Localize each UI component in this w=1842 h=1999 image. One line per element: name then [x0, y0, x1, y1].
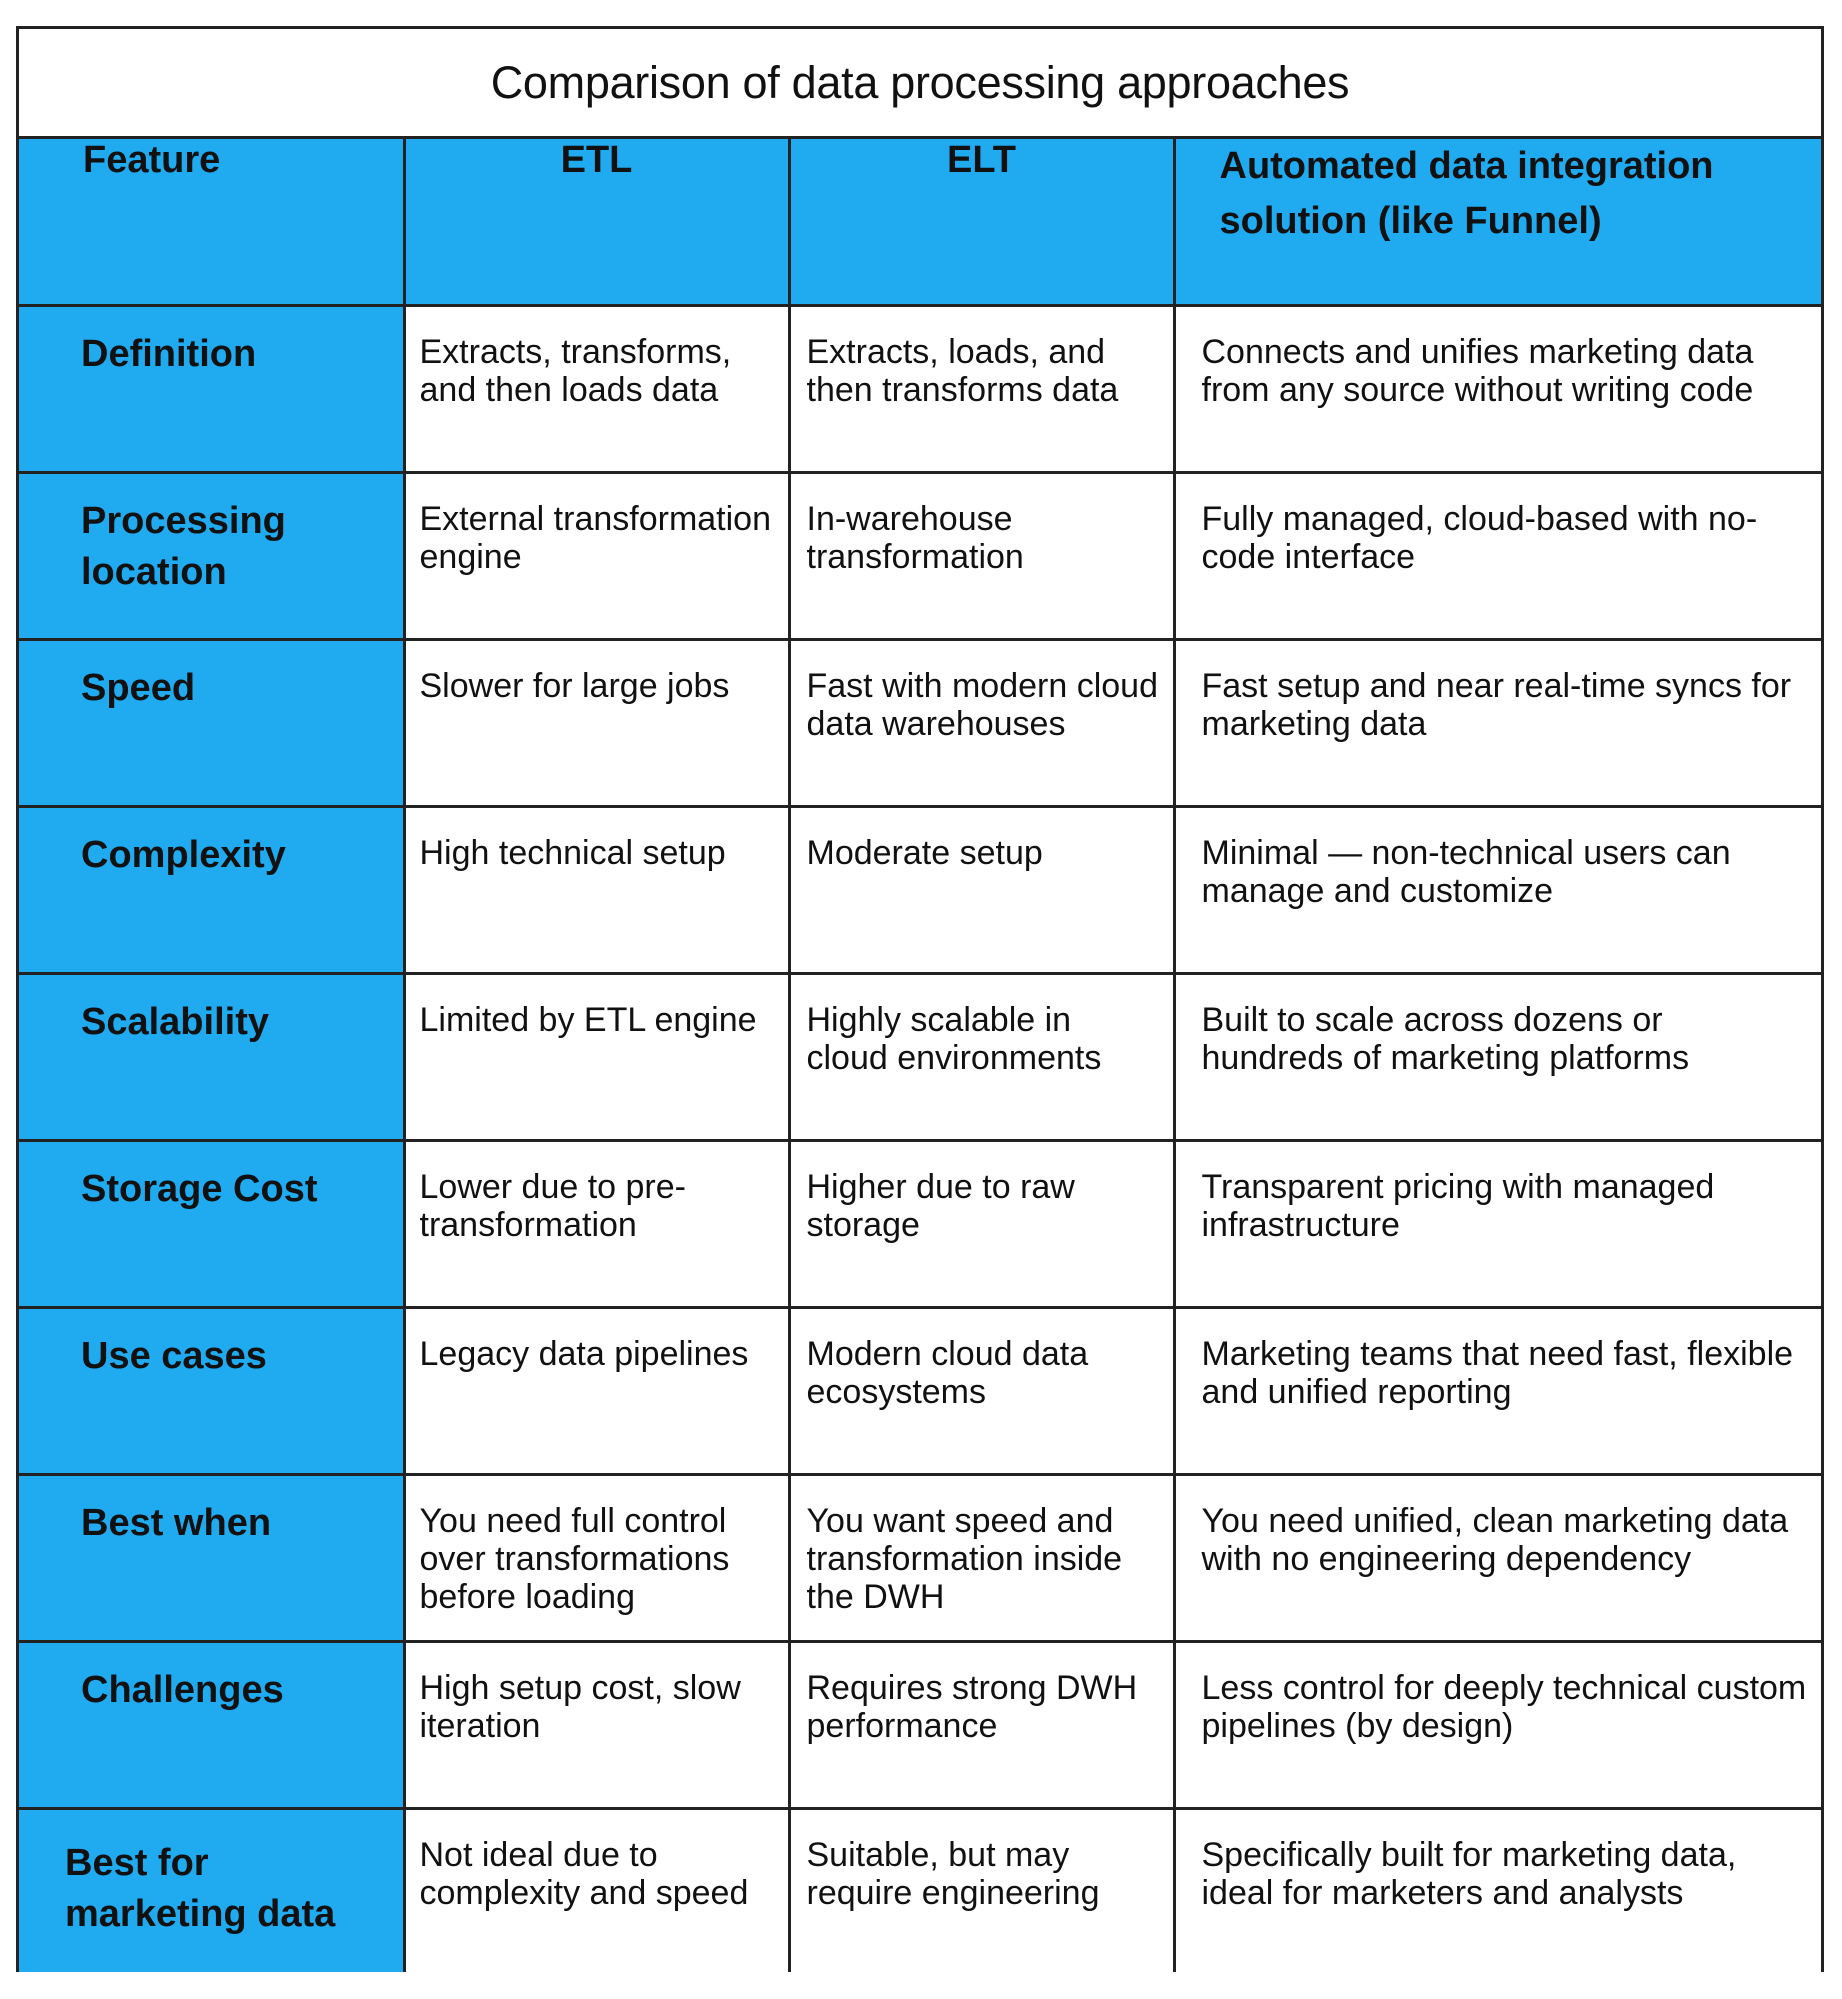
table-row: [19, 1641, 1821, 1808]
table-row: [19, 1808, 1821, 1972]
table-row: [19, 639, 1821, 806]
row-feature-label: Best for marketing data: [19, 1808, 404, 1972]
cell-etl: Not ideal due to complexity and speed: [404, 1808, 789, 1972]
cell-automated: Built to scale across dozens or hundreds of marketing platforms: [1174, 973, 1821, 1140]
cell-etl: Extracts, transforms, and then loads data: [404, 305, 789, 472]
cell-elt: You want speed and transformation inside the DWH: [789, 1474, 1174, 1641]
cell-automated: Specifically built for marketing data, ideal for marketers and analysts: [1174, 1808, 1821, 1972]
cell-automated: Connects and unifies marketing data from any source without writing code: [1174, 305, 1821, 472]
table-row: [19, 973, 1821, 1140]
table-row: [19, 305, 1821, 472]
cell-automated: You need unified, clean marketing data with no engineering dependency: [1174, 1474, 1821, 1641]
table-row: [19, 806, 1821, 973]
cell-automated: Marketing teams that need fast, flexible and unified reporting: [1174, 1307, 1821, 1474]
cell-elt: Moderate setup: [789, 806, 1174, 973]
cell-etl: Slower for large jobs: [404, 639, 789, 806]
table-row: [19, 472, 1821, 639]
row-feature-label: Storage Cost: [19, 1140, 404, 1307]
cell-automated: Fully managed, cloud-based with no-code interface: [1174, 472, 1821, 639]
cell-etl: You need full control over transformations before loading: [404, 1474, 789, 1641]
cell-elt: Higher due to raw storage: [789, 1140, 1174, 1307]
cell-etl: High setup cost, slow iteration: [404, 1641, 789, 1808]
cell-elt: Highly scalable in cloud environments: [789, 973, 1174, 1140]
row-feature-label: Complexity: [19, 806, 404, 973]
row-feature-label: Scalability: [19, 973, 404, 1140]
cell-etl: Legacy data pipelines: [404, 1307, 789, 1474]
cell-elt: In-warehouse transformation: [789, 472, 1174, 639]
row-feature-label: Processing location: [19, 472, 404, 639]
table-row: [19, 1307, 1821, 1474]
row-feature-label: Definition: [19, 305, 404, 472]
cell-elt: Extracts, loads, and then transforms data: [789, 305, 1174, 472]
row-feature-label: Speed: [19, 639, 404, 806]
cell-automated: Minimal — non-technical users can manage and customize: [1174, 806, 1821, 973]
cell-etl: High technical setup: [404, 806, 789, 973]
cell-automated: Less control for deeply technical custom pipelines (by design): [1174, 1641, 1821, 1808]
row-feature-label: Challenges: [19, 1641, 404, 1808]
header-feature: Feature: [19, 139, 404, 305]
table-row: [19, 1474, 1821, 1641]
comparison-table: [19, 139, 1821, 1972]
row-feature-label: Use cases: [19, 1307, 404, 1474]
cell-elt: Suitable, but may require engineering: [789, 1808, 1174, 1972]
cell-automated: Fast setup and near real-time syncs for marketing data: [1174, 639, 1821, 806]
cell-automated: Transparent pricing with managed infrastructure: [1174, 1140, 1821, 1307]
table-row: [19, 1140, 1821, 1307]
comparison-table-frame: [16, 26, 1824, 1972]
row-feature-label: Best when: [19, 1474, 404, 1641]
header-etl: ETL: [404, 139, 789, 305]
table-title: Comparison of data processing approaches: [19, 29, 1821, 139]
cell-elt: Modern cloud data ecosystems: [789, 1307, 1174, 1474]
header-row: [19, 139, 1821, 305]
cell-etl: External transformation engine: [404, 472, 789, 639]
cell-elt: Fast with modern cloud data warehouses: [789, 639, 1174, 806]
cell-elt: Requires strong DWH performance: [789, 1641, 1174, 1808]
cell-etl: Limited by ETL engine: [404, 973, 789, 1140]
header-automated: Automated data integration solution (like Funnel): [1174, 139, 1821, 305]
header-elt: ELT: [789, 139, 1174, 305]
cell-etl: Lower due to pre-transformation: [404, 1140, 789, 1307]
